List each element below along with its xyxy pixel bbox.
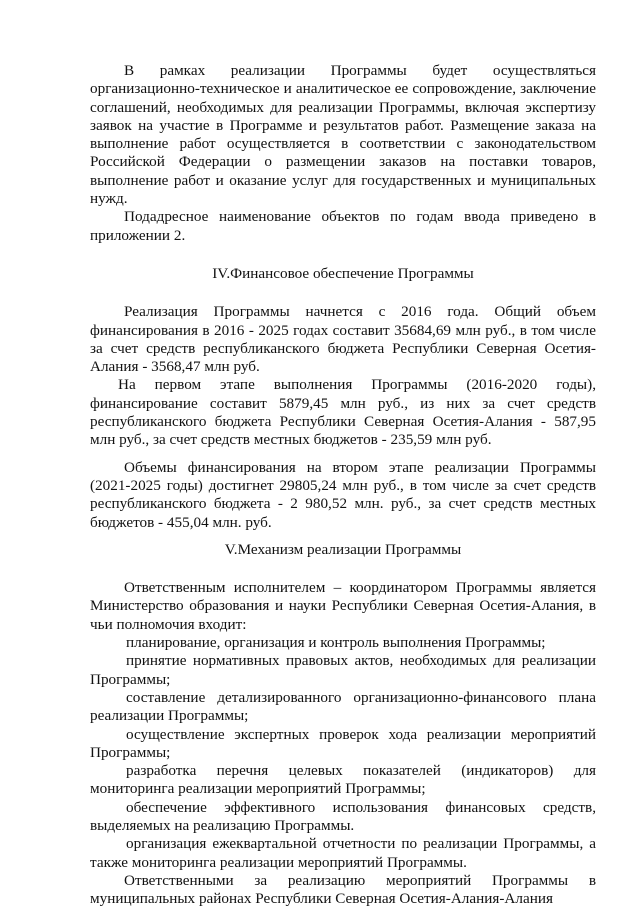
section-title-financing: IV.Финансовое обеспечение Программы — [212, 264, 474, 282]
document-page — [90, 62, 596, 908]
list-item: организация ежеквартальной отчетности по реализации Программы, а также мониторинга реализации мероприятий Программы. — [90, 835, 596, 871]
list-item: принятие нормативных правовых актов, необходимых для реализации Программы; — [90, 652, 596, 688]
paragraph-total-financing: Реализация Программы начнется с 2016 года. Общий объем финансирования в 2016 - 2025 годах составит 35684,69 млн руб., в том числе за счет средств республиканского бюджета Республики Северная Осетия-Алания - 3568,47 млн руб. — [90, 303, 596, 376]
paragraph-appendix-reference: Подадресное наименование объектов по годам ввода приведено в приложении 2. — [90, 208, 596, 244]
paragraph-responsible-parties: Ответственными за реализацию мероприятий Программы в муниципальных районах Республики Северная Осетия-Алания-Алания — [90, 871, 596, 908]
paragraph-program-support: В рамках реализации Программы будет осуществляться организационно-техническое и аналитическое ее сопровождение, заключение соглашений, необходимых для реализации Программы, включая экспертизу заявок на участие в Программе и результатов работ. Размещение заказа на выполнение работ осуществляется в соответствии с законодательством Российской Федерации о размещении заказов на поставки товаров, выполнение работ и оказание услуг для государственных и муниципальных нужд. — [90, 62, 596, 208]
paragraph-second-stage: Объемы финансирования на втором этапе реализации Программы (2021-2025 годы) достигнет 29805,24 млн руб., в том числе за счет средств республиканского бюджета - 2 980,52 млн. руб., за счет средств местных бюджетов - 455,04 млн. руб. — [90, 458, 596, 531]
section-title-mechanism: V.Механизм реализации Программы — [224, 540, 462, 558]
paragraph-coordinator: Ответственным исполнителем – координатором Программы является Министерство образования и науки Республики Северная Осетия-Алания, в чьи полномочия входит: — [90, 579, 596, 633]
list-item: планирование, организация и контроль выполнения Программы; — [126, 634, 546, 652]
list-item: разработка перечня целевых показателей (индикаторов) для мониторинга реализации мероприятий Программы; — [90, 762, 596, 798]
paragraph-first-stage: На первом этапе выполнения Программы (2016-2020 годы), финансирование составит 5879,45 млн руб., из них за счет средств республиканского бюджета Республики Северная Осетия-Алания - 587,95 млн руб., за счет средств местных бюджетов - 235,59 млн руб. — [90, 376, 596, 449]
list-item: составление детализированного организационно-финансового плана реализации Программы; — [90, 688, 596, 725]
list-item: обеспечение эффективного использования финансовых средств, выделяемых на реализацию Программы. — [90, 798, 596, 834]
list-item: осуществление экспертных проверок хода реализации мероприятий Программы; — [90, 725, 596, 761]
